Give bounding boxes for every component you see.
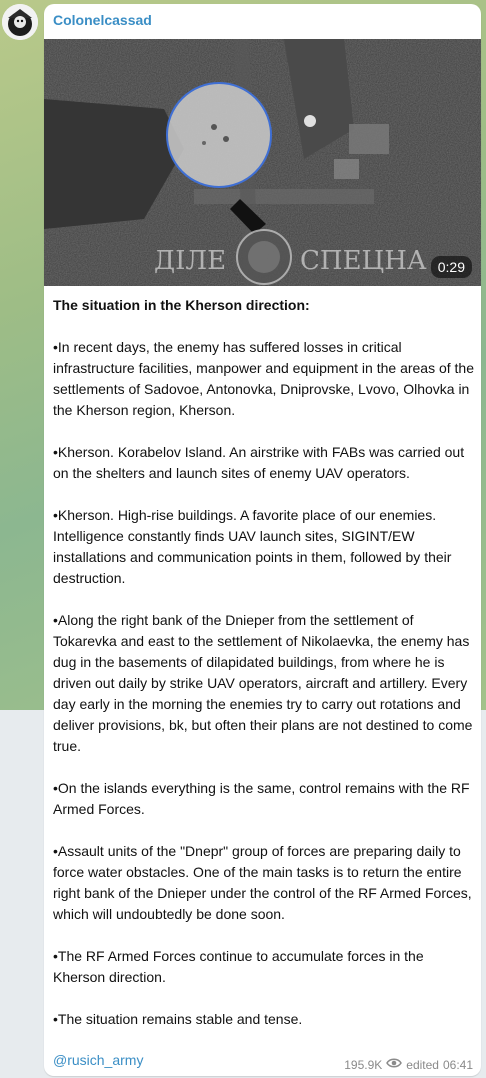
post-paragraph: •Kherson. Korabelov Island. An airstrike with FABs was carried out on the shelters and launch sites of enemy UAV operators. (53, 444, 465, 481)
watermark-left: ДІЛЕ (154, 246, 227, 276)
post-paragraph: •Kherson. High-rise buildings. A favorite place of our enemies. Intelligence constantly finds UAV launch sites, SIGINT/EW installations and communication points in them, followed by their destruction. (53, 507, 452, 586)
channel-avatar[interactable] (2, 4, 38, 40)
video-thumbnail[interactable] (44, 39, 481, 286)
post-paragraph: •The RF Armed Forces continue to accumulate forces in the Kherson direction. (53, 948, 424, 985)
message-bubble (44, 4, 481, 1076)
post-paragraph: •Along the right bank of the Dnieper from the settlement of Tokarevka and east to the settlement of Nikolaevka, the enemy has dug in the basements of dilapidated buildings, from where he is driven out daily by strike UAV operators, aircraft and artillery. Every day early in the morning the enemies try to carry out rotations and deliver provisions, bk, but often their plans are not destined to come true. (53, 612, 473, 754)
post-paragraph: •On the islands everything is the same, control remains with the RF Armed Forces. (53, 780, 470, 817)
video-duration: 0:29 (431, 256, 472, 278)
message-meta (344, 1057, 473, 1072)
author-name[interactable]: Colonelcassad (53, 12, 152, 28)
post-paragraph: •Assault units of the "Dnepr" group of forces are preparing daily to force water obstacles. One of the main tasks is to return the entire right bank of the Dnieper under the control of the RF Armed Forces, which will undoubtedly be done soon. (53, 843, 472, 922)
message-time: 06:41 (442, 1057, 473, 1072)
view-count: 195.9K (344, 1057, 383, 1072)
watermark-right: СПЕЦНА (300, 246, 427, 276)
post-paragraph: •In recent days, the enemy has suffered losses in critical infrastructure facilities, manpower and equipment in the areas of the settlements of Sadovoe, Antonovka, Dniprovske, Lvovo, Olhovka in the Kherson region, Kherson. (53, 339, 475, 418)
post-paragraph: •The situation remains stable and tense. (53, 1011, 303, 1027)
channel-link[interactable]: @rusich_army (53, 1052, 144, 1068)
post-title: The situation in the Kherson direction: (53, 297, 310, 313)
eye-icon (386, 1057, 402, 1072)
edited-label: edited (406, 1057, 439, 1072)
